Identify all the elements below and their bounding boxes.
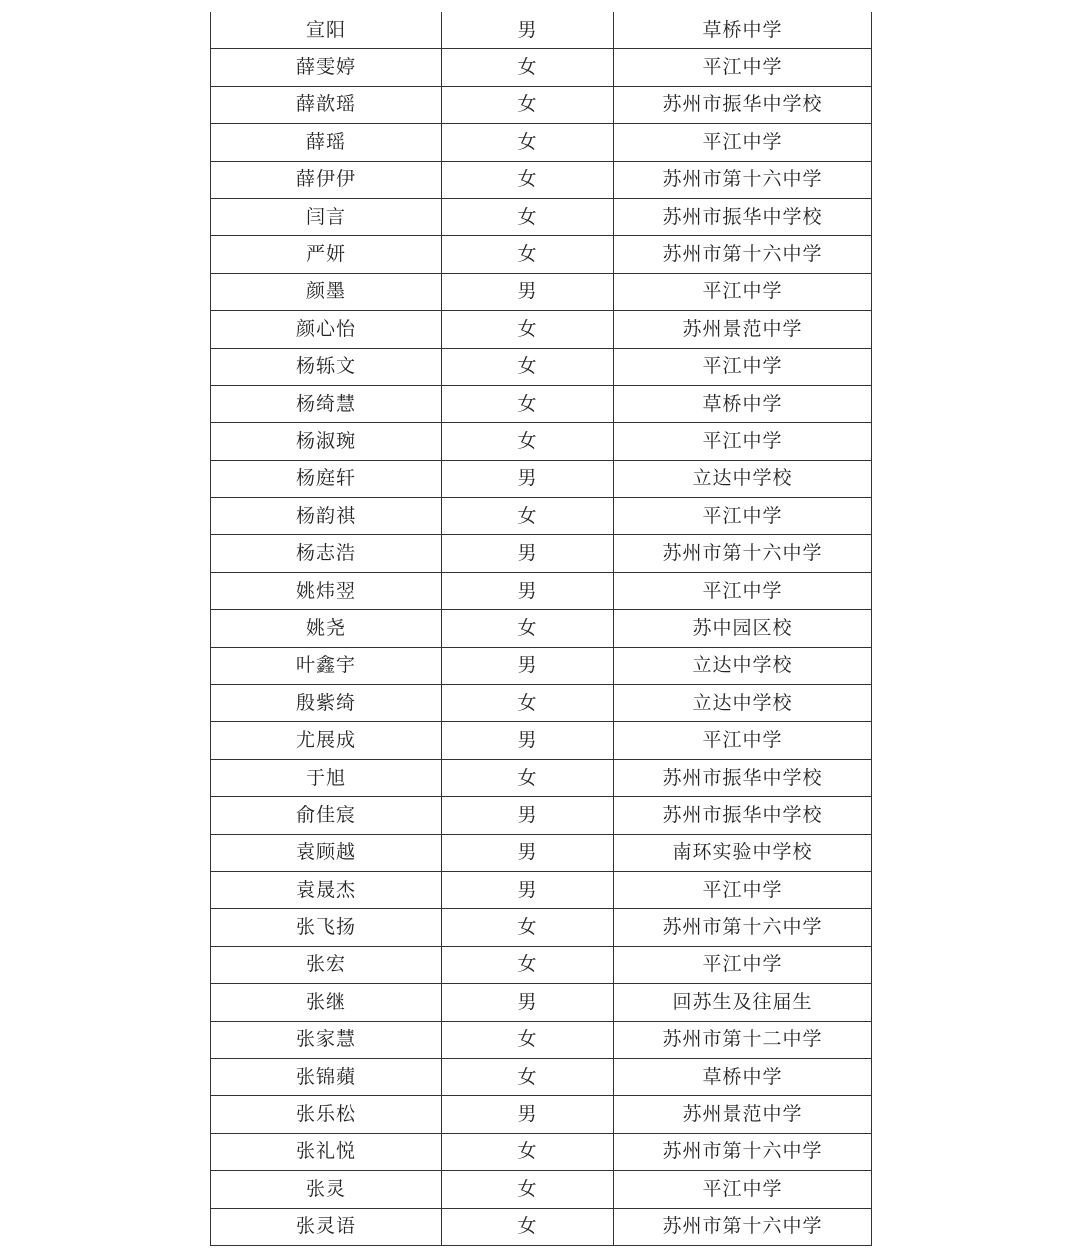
school-cell: 苏州市振华中学校 — [614, 198, 872, 235]
school-cell: 苏州市振华中学校 — [614, 759, 872, 796]
gender-cell: 女 — [442, 348, 614, 385]
student-name-cell: 杨轹文 — [211, 348, 442, 385]
school-cell: 平江中学 — [614, 348, 872, 385]
school-cell: 苏州市第十二中学 — [614, 1021, 872, 1058]
table-row — [211, 385, 872, 422]
gender-cell: 男 — [442, 834, 614, 871]
student-name-cell: 张礼悦 — [211, 1133, 442, 1170]
table-row — [211, 161, 872, 198]
gender-cell: 女 — [442, 236, 614, 273]
gender-cell: 女 — [442, 946, 614, 983]
student-name-cell: 俞佳宸 — [211, 797, 442, 834]
gender-cell: 男 — [442, 572, 614, 609]
gender-cell: 女 — [442, 1021, 614, 1058]
school-cell: 苏州市第十六中学 — [614, 1208, 872, 1245]
student-name-cell: 杨庭轩 — [211, 460, 442, 497]
gender-cell: 女 — [442, 610, 614, 647]
gender-cell: 男 — [442, 1096, 614, 1133]
gender-cell: 男 — [442, 460, 614, 497]
student-name-cell: 张锦蘋 — [211, 1058, 442, 1095]
student-name-cell: 殷紫绮 — [211, 685, 442, 722]
school-cell: 平江中学 — [614, 124, 872, 161]
gender-cell: 男 — [442, 722, 614, 759]
gender-cell: 女 — [442, 311, 614, 348]
school-cell: 平江中学 — [614, 572, 872, 609]
school-cell: 草桥中学 — [614, 1058, 872, 1095]
table-row — [211, 909, 872, 946]
gender-cell: 男 — [442, 797, 614, 834]
student-name-cell: 姚尧 — [211, 610, 442, 647]
gender-cell: 女 — [442, 1058, 614, 1095]
gender-cell: 男 — [442, 871, 614, 908]
student-name-cell: 闫言 — [211, 198, 442, 235]
school-cell: 苏州市第十六中学 — [614, 909, 872, 946]
student-name-cell: 张乐松 — [211, 1096, 442, 1133]
table-row — [211, 1021, 872, 1058]
roster-body — [211, 12, 872, 1245]
gender-cell: 女 — [442, 49, 614, 86]
table-row — [211, 12, 872, 49]
school-cell: 平江中学 — [614, 49, 872, 86]
table-row — [211, 647, 872, 684]
student-name-cell: 张家慧 — [211, 1021, 442, 1058]
gender-cell: 女 — [442, 86, 614, 123]
table-row — [211, 946, 872, 983]
table-row — [211, 572, 872, 609]
school-cell: 苏州市第十六中学 — [614, 1133, 872, 1170]
table-row — [211, 311, 872, 348]
table-row — [211, 273, 872, 310]
student-name-cell: 袁顾越 — [211, 834, 442, 871]
table-row — [211, 797, 872, 834]
table-row — [211, 460, 872, 497]
gender-cell: 女 — [442, 1133, 614, 1170]
student-name-cell: 叶鑫宇 — [211, 647, 442, 684]
gender-cell: 女 — [442, 161, 614, 198]
school-cell: 南环实验中学校 — [614, 834, 872, 871]
gender-cell: 女 — [442, 423, 614, 460]
gender-cell: 男 — [442, 273, 614, 310]
gender-cell: 男 — [442, 12, 614, 49]
school-cell: 苏州市振华中学校 — [614, 86, 872, 123]
student-name-cell: 薛瑶 — [211, 124, 442, 161]
table-row — [211, 834, 872, 871]
student-name-cell: 尤展成 — [211, 722, 442, 759]
table-row — [211, 236, 872, 273]
school-cell: 苏中园区校 — [614, 610, 872, 647]
gender-cell: 女 — [442, 759, 614, 796]
student-name-cell: 张灵语 — [211, 1208, 442, 1245]
school-cell: 苏州市振华中学校 — [614, 797, 872, 834]
school-cell: 草桥中学 — [614, 12, 872, 49]
school-cell: 苏州景范中学 — [614, 1096, 872, 1133]
table-row — [211, 1171, 872, 1208]
table-row — [211, 535, 872, 572]
student-name-cell: 袁晟杰 — [211, 871, 442, 908]
table-row — [211, 348, 872, 385]
school-cell: 平江中学 — [614, 946, 872, 983]
student-name-cell: 颜墨 — [211, 273, 442, 310]
gender-cell: 女 — [442, 909, 614, 946]
table-row — [211, 1133, 872, 1170]
gender-cell: 女 — [442, 498, 614, 535]
student-name-cell: 杨绮慧 — [211, 385, 442, 422]
school-cell: 立达中学校 — [614, 647, 872, 684]
student-name-cell: 张飞扬 — [211, 909, 442, 946]
student-name-cell: 宣阳 — [211, 12, 442, 49]
gender-cell: 女 — [442, 124, 614, 161]
student-name-cell: 杨韵祺 — [211, 498, 442, 535]
school-cell: 苏州景范中学 — [614, 311, 872, 348]
gender-cell: 男 — [442, 535, 614, 572]
student-name-cell: 杨志浩 — [211, 535, 442, 572]
student-name-cell: 张灵 — [211, 1171, 442, 1208]
student-name-cell: 严妍 — [211, 236, 442, 273]
student-name-cell: 于旭 — [211, 759, 442, 796]
gender-cell: 男 — [442, 984, 614, 1021]
table-row — [211, 984, 872, 1021]
student-name-cell: 张继 — [211, 984, 442, 1021]
school-cell: 平江中学 — [614, 1171, 872, 1208]
school-cell: 苏州市第十六中学 — [614, 236, 872, 273]
gender-cell: 女 — [442, 685, 614, 722]
table-row — [211, 86, 872, 123]
table-row — [211, 722, 872, 759]
table-row — [211, 498, 872, 535]
table-row — [211, 423, 872, 460]
school-cell: 平江中学 — [614, 498, 872, 535]
gender-cell: 男 — [442, 647, 614, 684]
school-cell: 苏州市第十六中学 — [614, 161, 872, 198]
student-name-cell: 薛雯婷 — [211, 49, 442, 86]
school-cell: 平江中学 — [614, 423, 872, 460]
table-row — [211, 685, 872, 722]
table-row — [211, 124, 872, 161]
gender-cell: 女 — [442, 1171, 614, 1208]
student-name-cell: 颜心怡 — [211, 311, 442, 348]
student-name-cell: 杨淑琬 — [211, 423, 442, 460]
gender-cell: 女 — [442, 198, 614, 235]
school-cell: 立达中学校 — [614, 460, 872, 497]
table-row — [211, 1208, 872, 1245]
school-cell: 回苏生及往届生 — [614, 984, 872, 1021]
student-name-cell: 薛伊伊 — [211, 161, 442, 198]
school-cell: 立达中学校 — [614, 685, 872, 722]
table-row — [211, 1058, 872, 1095]
table-row — [211, 49, 872, 86]
school-cell: 平江中学 — [614, 722, 872, 759]
school-cell: 草桥中学 — [614, 385, 872, 422]
school-cell: 平江中学 — [614, 871, 872, 908]
table-row — [211, 759, 872, 796]
table-row — [211, 871, 872, 908]
student-name-cell: 薛歆瑶 — [211, 86, 442, 123]
school-cell: 苏州市第十六中学 — [614, 535, 872, 572]
gender-cell: 女 — [442, 1208, 614, 1245]
student-name-cell: 张宏 — [211, 946, 442, 983]
table-row — [211, 1096, 872, 1133]
table-row — [211, 198, 872, 235]
student-name-cell: 姚炜翌 — [211, 572, 442, 609]
gender-cell: 女 — [442, 385, 614, 422]
table-row — [211, 610, 872, 647]
roster-table — [210, 12, 872, 1246]
school-cell: 平江中学 — [614, 273, 872, 310]
